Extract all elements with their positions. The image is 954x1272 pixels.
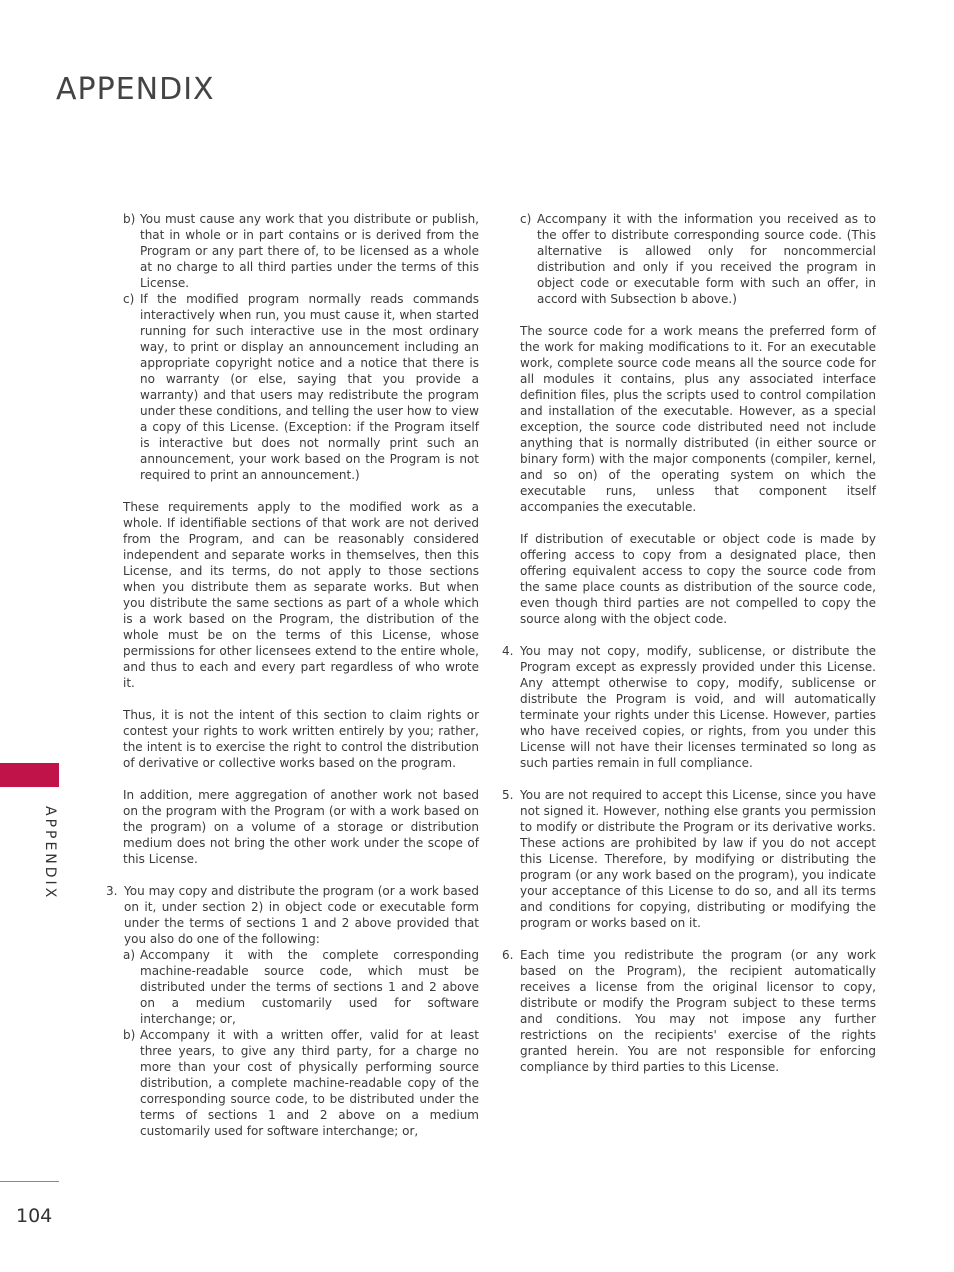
page-title: APPENDIX <box>56 72 215 107</box>
list-item <box>106 883 479 947</box>
list-item-text: If the modified program normally reads commands interactively when run, you must cause it, when started running for such interactive use in the most ordinary way, to print or display an announcement including an appropriate copyright notice and a notice that there is no warranty (or else, saying that you provide a warranty) and that users may redistribute the program under these conditions, and telling the user how to view a copy of this License. (Exception: if the Program itself is interactive but does not normally print such an announcement, your work based on the Program is not required to print an announcement.) <box>140 292 479 482</box>
paragraph: In addition, mere aggregation of another work not based on the program with the Program (or with a work based on the program) on a volume of a storage or distribution medium does not bring the other work under the scope of this License. <box>123 788 479 866</box>
list-item <box>123 291 479 483</box>
list-item-label: 4. <box>502 644 514 658</box>
list-item-text: You must cause any work that you distribute or publish, that in whole or in part contains or is derived from the Program or any part there of, to be licensed as a whole at no charge to all third parties under the terms of this License. <box>140 212 479 290</box>
list-item <box>123 947 479 1027</box>
list-item <box>520 211 876 307</box>
list-item-text: You are not required to accept this License, since you have not signed it. However, nothing else grants you permission to modify or distribute the Program or its derivative works. These actions are prohibited by law if you do not accept this License. Therefore, by modifying or distributing the program (or any work based on the program), you indicate your acceptance of this License to do so, and all its terms and conditions for copying, distributing or modifying the program or works based on it. <box>520 788 876 930</box>
left-column <box>106 211 479 1139</box>
list-item-label: 3. <box>106 884 118 898</box>
list-item-label: c) <box>123 292 135 306</box>
list-item-label: 6. <box>502 948 514 962</box>
footer-divider <box>0 1181 59 1182</box>
paragraph: If distribution of executable or object code is made by offering access to copy from a designated place, then offering equivalent access to copy the source code from the same place counts as distribution of the source code, even though third parties are not compelled to copy the source along with the object code. <box>520 532 876 626</box>
list-item-text: You may copy and distribute the program (or a work based on it, under section 2) in object code or executable form under the terms of sections 1 and 2 above provided that you also do one of the following: <box>124 884 479 946</box>
paragraph: The source code for a work means the preferred form of the work for making modifications to it. For an executable work, complete source code means all the source code for all modules it contains, plus any associated interface definition files, plus the scripts used to control compilation and installation of the executable. However, as a special exception, the source code distributed need not include anything that is normally distributed (in either source or binary form) with the major components (compiler, kernel, and so on) of the operating system on which the executable runs, unless that component itself accompanies the executable. <box>520 324 876 514</box>
list-item-text: Each time you redistribute the program (or any work based on the Program), the recipient automatically receives a license from the original licensor to copy, distribute or modify the Program subject to these terms and conditions. You may not impose any further restrictions on the recipients' exercise of the rights granted herein. You are not responsible for enforcing compliance by third parties to this License. <box>520 948 876 1074</box>
list-item-text: Accompany it with a written offer, valid for at least three years, to give any third party, for a charge no more than your cost of physically performing source distribution, a complete machine-readable copy of the corresponding source code, to be distributed under the terms of sections 1 and 2 above on a medium customarily used for software interchange; or, <box>140 1028 479 1138</box>
page-number: 104 <box>16 1205 53 1227</box>
paragraph: These requirements apply to the modified work as a whole. If identifiable sections of that work are not derived from the Program, and can be reasonably considered independent and separate works in themselves, then this License, and its terms, do not apply to those sections when you distribute them as separate works. But when you distribute the same sections as part of a whole which is a work based on the Program, the distribution of the whole must be on the terms of this License, whose permissions for other licensees extend to the entire whole, and thus to each and every part regardless of who wrote it. <box>123 500 479 690</box>
sidebar-section-label: APPENDIX <box>42 806 58 901</box>
list-item <box>502 643 876 771</box>
list-item-label: b) <box>123 1028 136 1042</box>
right-column <box>502 211 876 1075</box>
list-item-text: Accompany it with the complete corresponding machine-readable source code, which must be distributed under the terms of sections 1 and 2 above on a medium customarily used for software interchange; or, <box>140 948 479 1026</box>
list-item <box>123 1027 479 1139</box>
list-item <box>502 947 876 1075</box>
section-tab-marker <box>0 763 59 787</box>
list-item-label: c) <box>520 212 532 226</box>
list-item <box>502 787 876 931</box>
list-item-label: a) <box>123 948 136 962</box>
list-item-label: 5. <box>502 788 514 802</box>
list-item-text: You may not copy, modify, sublicense, or distribute the Program except as expressly provided under this License. Any attempt otherwise to copy, modify, sublicense or distribute the Program is void, and will automatically terminate your rights under this License. However, parties who have received copies, or rights, from you under this License will not have their licenses terminated so long as such parties remain in full compliance. <box>520 644 876 770</box>
list-item-label: b) <box>123 212 136 226</box>
list-item <box>123 211 479 291</box>
list-item-text: Accompany it with the information you received as to the offer to distribute corresponding source code. (This alternative is allowed only for noncommercial distribution and only if you received the program in object code or executable form with such an offer, in accord with Subsection b above.) <box>537 212 876 306</box>
paragraph: Thus, it is not the intent of this section to claim rights or contest your rights to work written entirely by you; rather, the intent is to exercise the right to control the distribution of derivative or collective works based on the program. <box>123 708 479 770</box>
